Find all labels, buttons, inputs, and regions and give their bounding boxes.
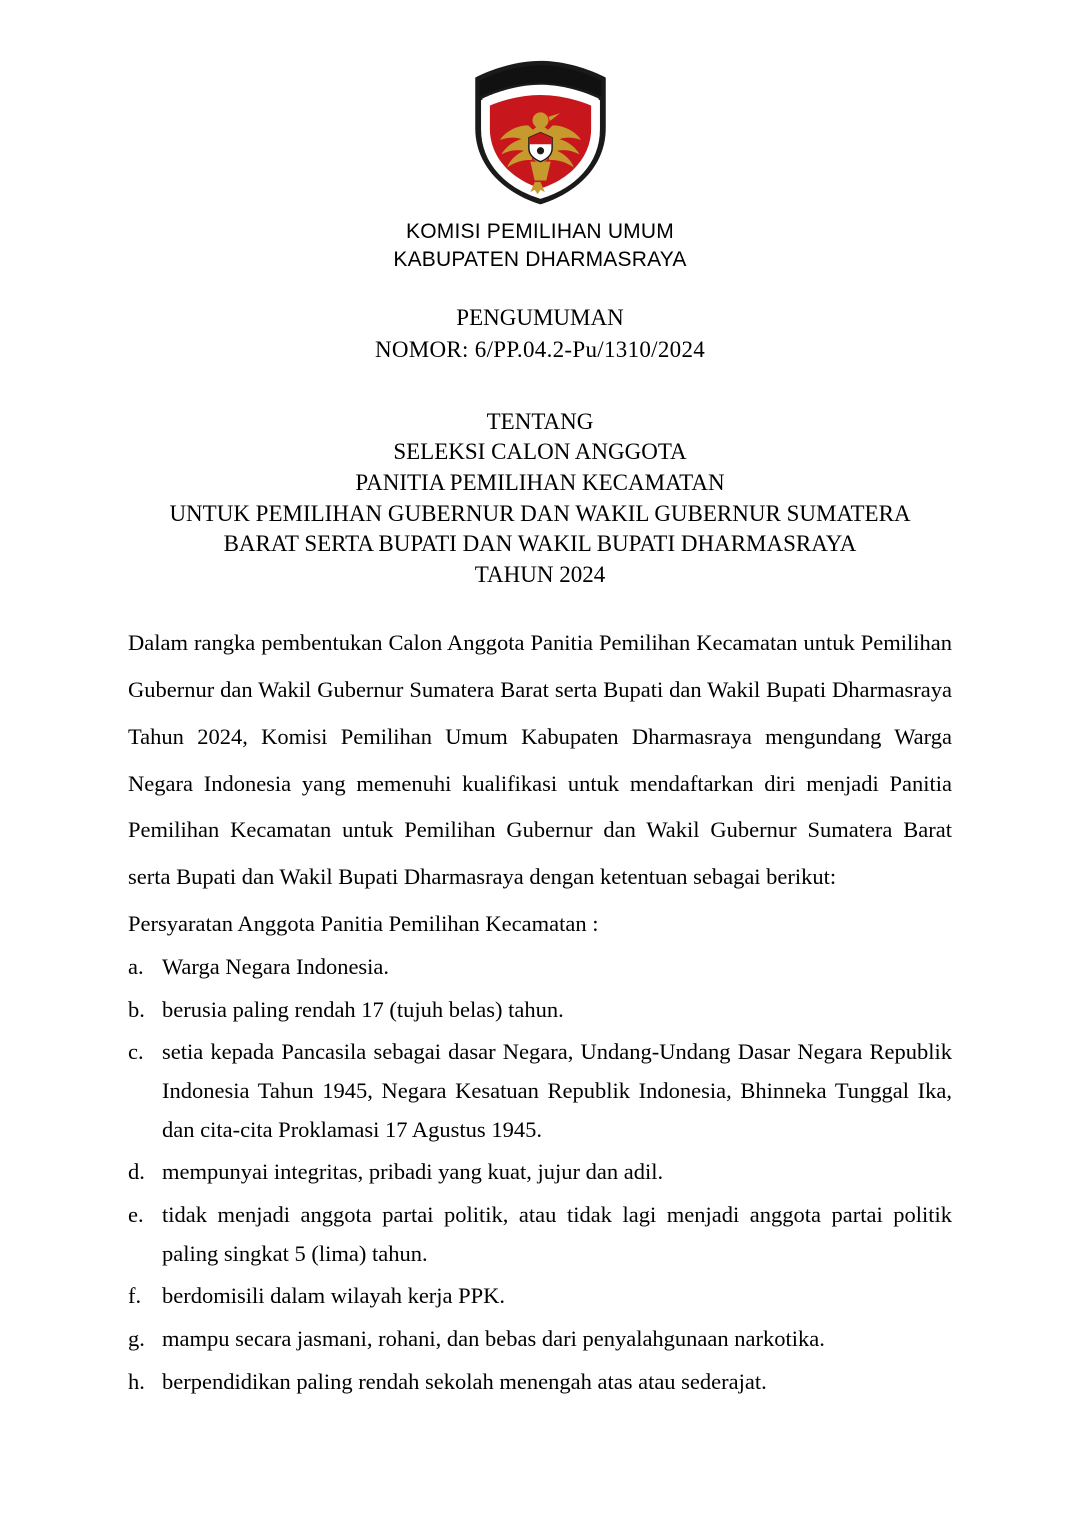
list-item bbox=[128, 948, 952, 987]
list-item bbox=[128, 1196, 952, 1273]
about-label: TENTANG bbox=[486, 408, 594, 434]
list-item-text: mempunyai integritas, pribadi yang kuat, jujur dan adil. bbox=[162, 1159, 664, 1185]
about-block bbox=[128, 407, 952, 590]
list-item bbox=[128, 1363, 952, 1402]
list-item-marker: c. bbox=[128, 1039, 144, 1065]
list-item-marker: b. bbox=[128, 996, 145, 1022]
list-item-text: Warga Negara Indonesia. bbox=[162, 953, 390, 979]
logo-container bbox=[128, 58, 952, 208]
list-item-text: tidak menjadi anggota partai politik, atau tidak lagi menjadi anggota partai politik paling singkat 5 (lima) tahun. bbox=[162, 1201, 952, 1266]
announcement-number: NOMOR: 6/PP.04.2-Pu/1310/2024 bbox=[374, 336, 706, 362]
list-item-text: berusia paling rendah 17 (tujuh belas) tahun. bbox=[162, 996, 564, 1022]
list-item bbox=[128, 1277, 952, 1316]
about-line-5: TAHUN 2024 bbox=[474, 561, 606, 587]
list-item-marker: d. bbox=[128, 1159, 145, 1185]
list-item-text: setia kepada Pancasila sebagai dasar Negara, Undang-Undang Dasar Negara Republik Indonesia Tahun 1945, Negara Kesatuan Republik Indonesia, Bhinneka Tunggal Ika, dan cita-cita Proklamasi 17 Agustus 1945. bbox=[162, 1039, 952, 1142]
about-line-1: SELEKSI CALON ANGGOTA bbox=[393, 439, 687, 465]
intro-paragraph: Dalam rangka pembentukan Calon Anggota Panitia Pemilihan Kecamatan untuk Pemilihan Gubernur dan Wakil Gubernur Sumatera Barat serta Bupati dan Wakil Bupati Dharmasraya Tahun 2024, Komisi Pemilihan Umum Kabupaten Dharmasraya mengundang Warga Negara Indonesia yang memenuhi kualifikasi untuk mendaftarkan diri menjadi Panitia Pemilihan Kecamatan untuk Pemilihan Gubernur dan Wakil Gubernur Sumatera Barat serta Bupati dan Wakil Bupati Dharmasraya dengan ketentuan sebagai berikut: bbox=[128, 630, 952, 890]
list-item-text: berpendidikan paling rendah sekolah menengah atas atau sederajat. bbox=[162, 1368, 767, 1394]
kpu-logo-icon bbox=[468, 58, 613, 208]
list-item-text: berdomisili dalam wilayah kerja PPK. bbox=[162, 1283, 506, 1309]
requirements-list bbox=[128, 948, 952, 1402]
about-line-3: UNTUK PEMILIHAN GUBERNUR DAN WAKIL GUBERNUR SUMATERA bbox=[169, 500, 911, 526]
list-item-marker: e. bbox=[128, 1201, 144, 1227]
about-line-2: PANITIA PEMILIHAN KECAMATAN bbox=[355, 469, 725, 495]
requirements-lead: Persyaratan Anggota Panitia Pemilihan Kecamatan : bbox=[128, 911, 599, 937]
about-line-4: BARAT SERTA BUPATI DAN WAKIL BUPATI DHARMASRAYA bbox=[223, 531, 857, 557]
announcement-heading bbox=[128, 302, 952, 365]
institution-line-2: KABUPATEN DHARMASRAYA bbox=[393, 248, 687, 272]
list-item-marker: h. bbox=[128, 1368, 145, 1394]
institution-line-1: KOMISI PEMILIHAN UMUM bbox=[406, 220, 674, 243]
institution-heading bbox=[128, 218, 952, 274]
list-item-marker: a. bbox=[128, 953, 144, 979]
list-item bbox=[128, 1320, 952, 1359]
announcement-title: PENGUMUMAN bbox=[456, 305, 624, 331]
list-item-marker: f. bbox=[128, 1283, 142, 1309]
list-item bbox=[128, 1153, 952, 1192]
list-item bbox=[128, 991, 952, 1030]
list-item-marker: g. bbox=[128, 1326, 145, 1352]
list-item-text: mampu secara jasmani, rohani, dan bebas dari penyalahgunaan narkotika. bbox=[162, 1326, 825, 1352]
list-item bbox=[128, 1033, 952, 1149]
